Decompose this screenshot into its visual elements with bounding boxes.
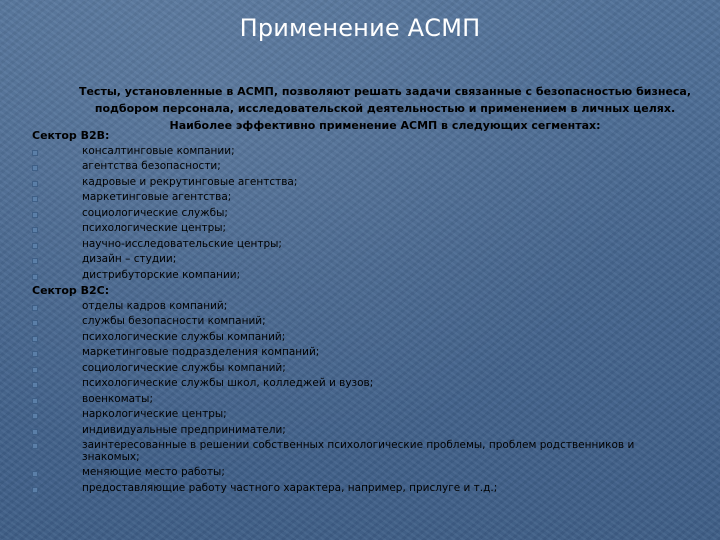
square-bullet-icon [32, 443, 38, 449]
square-bullet-icon [32, 165, 38, 171]
list-item: социологические службы; [32, 206, 682, 222]
list-item: маркетинговые подразделения компаний; [32, 345, 682, 361]
square-bullet-icon [32, 258, 38, 264]
sector-heading-b2b: Сектор B2B: [32, 129, 110, 142]
square-bullet-icon [32, 336, 38, 342]
sector-content [32, 128, 682, 496]
list-item: наркологические центры; [32, 407, 682, 423]
square-bullet-icon [32, 243, 38, 249]
square-bullet-icon [32, 382, 38, 388]
square-bullet-icon [32, 274, 38, 280]
list-item: меняющие место работы; [32, 465, 682, 481]
square-bullet-icon [32, 487, 38, 493]
square-bullet-icon [32, 196, 38, 202]
square-bullet-icon [32, 413, 38, 419]
slide-title: Применение АСМП [239, 14, 481, 42]
sector-heading-b2c: Сектор B2C: [32, 284, 110, 297]
list-item: дизайн – студии; [32, 252, 682, 268]
list-item: социологические службы компаний; [32, 361, 682, 377]
list-item: предоставляющие работу частного характера, например, прислуге и т.д.; [32, 481, 682, 497]
square-bullet-icon [32, 471, 38, 477]
list-item: агентства безопасности; [32, 159, 682, 175]
square-bullet-icon [32, 181, 38, 187]
intro-line: Тесты, установленные в АСМП, позволяют решать задачи связанные с безопасностью бизнеса, [78, 85, 692, 98]
list-item: консалтинговые компании; [32, 144, 682, 160]
list-item: научно-исследовательские центры; [32, 237, 682, 253]
square-bullet-icon [32, 351, 38, 357]
list-item: маркетинговые агентства; [32, 190, 682, 206]
square-bullet-icon [32, 212, 38, 218]
list-item: психологические службы компаний; [32, 330, 682, 346]
intro-line: Наиболее эффективно применение АСМП в следующих сегментах: [169, 119, 601, 132]
square-bullet-icon [32, 227, 38, 233]
list-item: дистрибуторские компании; [32, 268, 682, 284]
b2b-list [32, 144, 682, 284]
list-item: военкоматы; [32, 392, 682, 408]
square-bullet-icon [32, 320, 38, 326]
square-bullet-icon [32, 305, 38, 311]
square-bullet-icon [32, 429, 38, 435]
list-item: психологические службы школ, колледжей и вузов; [32, 376, 682, 392]
list-item: службы безопасности компаний; [32, 314, 682, 330]
list-item: индивидуальные предприниматели; [32, 423, 682, 439]
square-bullet-icon [32, 367, 38, 373]
square-bullet-icon [32, 150, 38, 156]
intro-line: подборoм персонала, исследовательской деятельностью и применениeм в личных целях. [94, 102, 676, 115]
list-item: кадровые и рекрутинговые агентства; [32, 175, 682, 191]
list-item: психологические центры; [32, 221, 682, 237]
b2c-list [32, 299, 682, 497]
intro-paragraph [40, 83, 720, 134]
square-bullet-icon [32, 398, 38, 404]
list-item: заинтересованные в решении собственных психологические проблемы, проблем родственников и знакомых; [32, 438, 682, 465]
list-item: отделы кадров компаний; [32, 299, 682, 315]
